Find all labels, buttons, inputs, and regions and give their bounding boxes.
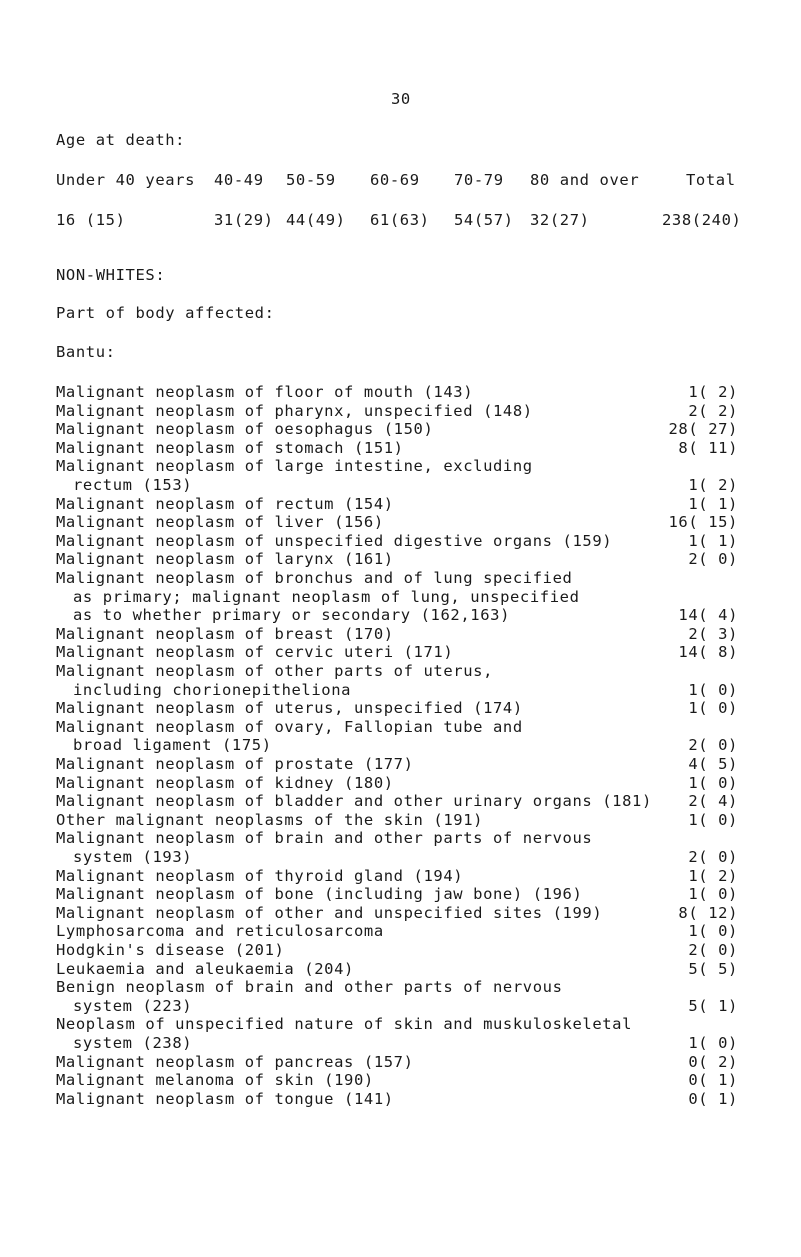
- entry-label: Malignant neoplasm of rectum (154): [56, 494, 394, 513]
- entry-count: 2( 0): [688, 848, 738, 866]
- entry-count: 8( 11): [678, 438, 738, 457]
- entry-count: 1( 0): [688, 773, 738, 792]
- entry-label: Malignant neoplasm of prostate (177): [56, 755, 414, 773]
- entry-count: 0( 1): [688, 1089, 738, 1108]
- entry-label: Malignant neoplasm of pancreas (157): [56, 1052, 414, 1071]
- entry-count: 5( 5): [688, 959, 738, 978]
- entry-count: 1( 0): [688, 680, 738, 699]
- entry-label-continued: as primary; malignant neoplasm of lung, unspecified: [73, 587, 580, 606]
- age-val-total: 238(240): [662, 211, 742, 229]
- entry-count: 28( 27): [668, 420, 738, 439]
- entry-label: Malignant neoplasm of bone (including jaw bone) (196): [56, 885, 583, 904]
- entry-label: Malignant neoplasm of stomach (151): [56, 438, 404, 457]
- entry-label: Malignant neoplasm of ovary, Fallopian tube and: [56, 717, 523, 736]
- entry-label: Malignant neoplasm of bronchus and of lung specified: [56, 569, 573, 587]
- entry-label-continued: broad ligament (175): [73, 736, 272, 755]
- entry-label: Other malignant neoplasms of the skin (191): [56, 810, 484, 829]
- entry-label: Malignant neoplasm of oesophagus (150): [56, 420, 434, 439]
- entry-label-continued: including chorionepitheliona: [73, 680, 352, 699]
- entry-label: Malignant neoplasm of pharynx, unspecified (148): [56, 401, 533, 420]
- entry-count: 1( 1): [688, 494, 738, 513]
- entry-label: Malignant neoplasm of breast (170): [56, 624, 394, 643]
- part-of-body-heading: Part of body affected:: [56, 304, 275, 322]
- entry-count: 14( 4): [678, 606, 738, 625]
- entry-count: 2( 0): [688, 736, 738, 755]
- entry-count: 1( 0): [688, 810, 738, 829]
- entry-count: 2( 0): [688, 550, 738, 569]
- age-col-50-59: 50-59: [286, 171, 336, 189]
- age-col-total: Total: [686, 171, 736, 189]
- age-col-80-over: 80 and over: [530, 171, 640, 189]
- age-col-70-79: 70-79: [454, 171, 504, 189]
- entry-label-continued: as to whether primary or secondary (162,163): [73, 606, 510, 625]
- entry-label: Malignant neoplasm of tongue (141): [56, 1089, 394, 1108]
- entry-label-continued: rectum (153): [73, 476, 193, 494]
- entry-label: Malignant neoplasm of other and unspecified sites (199): [56, 903, 603, 922]
- entry-count: 1( 2): [688, 383, 738, 401]
- entry-label: Malignant neoplasm of liver (156): [56, 513, 384, 532]
- age-val-60-69: 61(63): [370, 211, 430, 229]
- entry-count: 14( 8): [678, 643, 738, 662]
- entry-label: Malignant neoplasm of other parts of uterus,: [56, 662, 493, 680]
- entry-count: 0( 2): [688, 1052, 738, 1071]
- entry-label: Malignant neoplasm of bladder and other urinary organs (181): [56, 792, 652, 811]
- entry-label: Benign neoplasm of brain and other parts of nervous: [56, 978, 563, 997]
- age-val-40-49: 31(29): [214, 211, 274, 229]
- page-number: 30: [391, 90, 411, 108]
- age-col-60-69: 60-69: [370, 171, 420, 189]
- entry-label: Malignant neoplasm of brain and other parts of nervous: [56, 829, 593, 848]
- entry-count: 2( 3): [688, 624, 738, 643]
- entry-label: Neoplasm of unspecified nature of skin and muskuloskeletal: [56, 1015, 633, 1034]
- entry-label: Malignant neoplasm of floor of mouth (143): [56, 383, 474, 401]
- age-col-40-49: 40-49: [214, 171, 264, 189]
- bantu-heading: Bantu:: [56, 343, 116, 361]
- entry-count: 1( 1): [688, 531, 738, 550]
- entry-label: Malignant neoplasm of kidney (180): [56, 773, 394, 792]
- entry-count: 2( 0): [688, 941, 738, 959]
- entry-label: Malignant melanoma of skin (190): [56, 1071, 374, 1090]
- entry-label: Malignant neoplasm of large intestine, excluding: [56, 457, 533, 476]
- entry-count: 4( 5): [688, 755, 738, 773]
- entry-count: 1( 2): [688, 866, 738, 885]
- entry-label: Malignant neoplasm of cervic uteri (171): [56, 643, 454, 662]
- entry-count: 1( 0): [688, 699, 738, 718]
- age-val-70-79: 54(57): [454, 211, 514, 229]
- entry-count: 2( 2): [688, 401, 738, 420]
- entry-count: 1( 0): [688, 885, 738, 904]
- entry-label: Lymphosarcoma and reticulosarcoma: [56, 922, 384, 941]
- entry-count: 1( 0): [688, 922, 738, 941]
- entry-count: 2( 4): [688, 792, 738, 811]
- entry-count: 1( 2): [688, 476, 738, 494]
- age-col-under-40: Under 40 years: [56, 171, 196, 189]
- entry-label: Malignant neoplasm of uterus, unspecified (174): [56, 699, 523, 718]
- non-whites-heading: NON-WHITES:: [56, 266, 166, 284]
- age-val-80-over: 32(27): [530, 211, 590, 229]
- entry-count: 1( 0): [688, 1034, 738, 1052]
- entry-label: Hodgkin's disease (201): [56, 941, 285, 959]
- entry-label: Malignant neoplasm of unspecified digestive organs (159): [56, 531, 613, 550]
- entry-label: Malignant neoplasm of larynx (161): [56, 550, 394, 569]
- entry-label: Malignant neoplasm of thyroid gland (194): [56, 866, 464, 885]
- entry-count: 5( 1): [688, 996, 738, 1015]
- entry-label-continued: system (223): [73, 996, 193, 1015]
- entry-count: 8( 12): [678, 903, 738, 922]
- entry-label-continued: system (193): [73, 848, 193, 866]
- entry-count: 16( 15): [668, 513, 738, 532]
- entry-label-continued: system (238): [73, 1034, 193, 1052]
- entry-count: 0( 1): [688, 1071, 738, 1090]
- age-val-under-40: 16 (15): [56, 211, 126, 229]
- age-val-50-59: 44(49): [286, 211, 346, 229]
- entry-label: Leukaemia and aleukaemia (204): [56, 959, 354, 978]
- age-heading: Age at death:: [56, 131, 186, 149]
